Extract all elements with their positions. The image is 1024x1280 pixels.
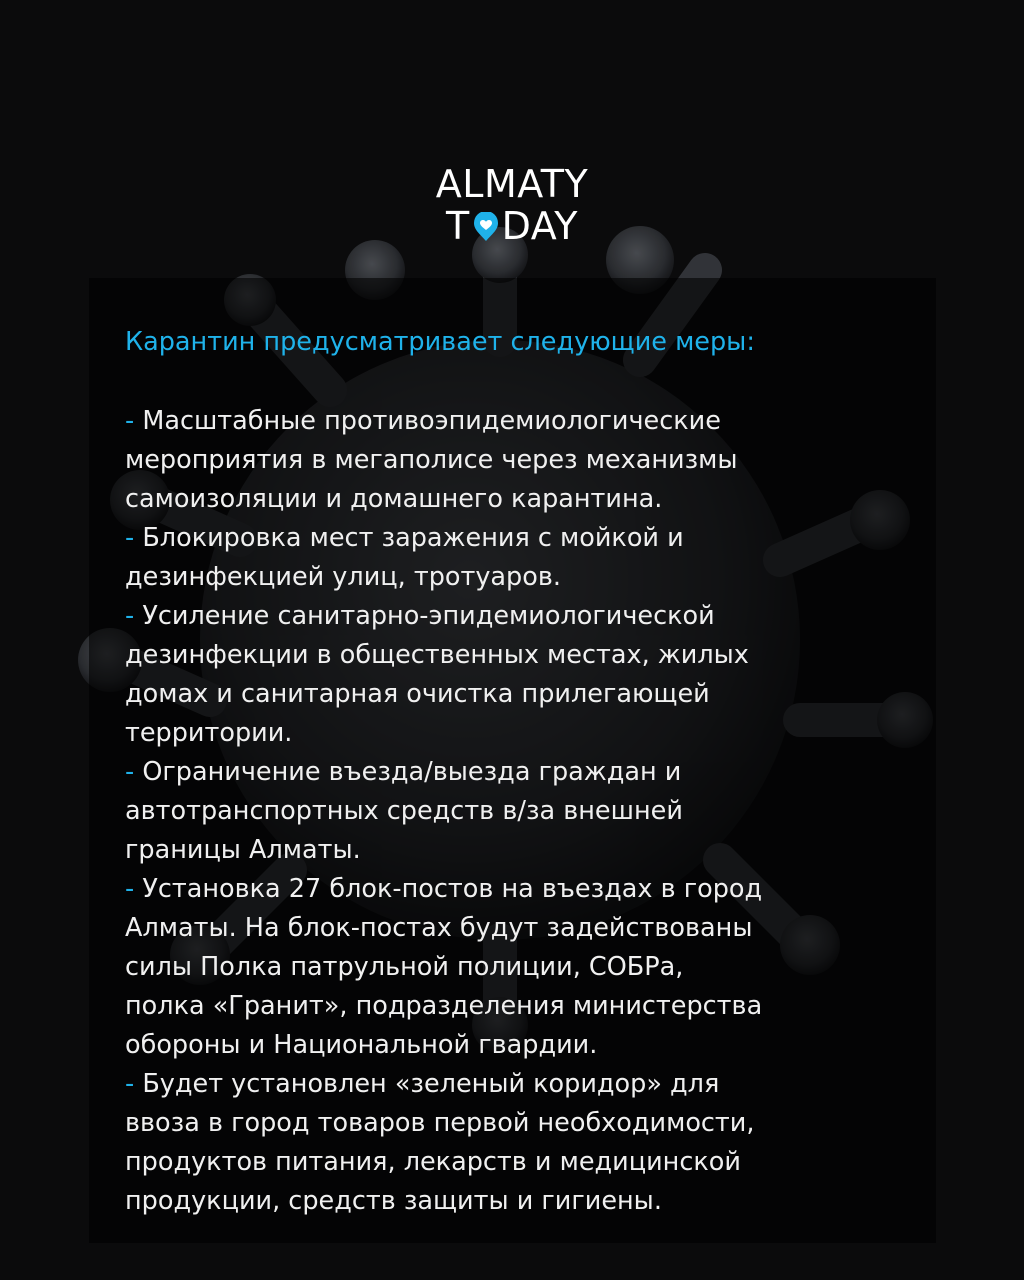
measure-line-text: продукции, средств защиты и гигиены. xyxy=(125,1186,662,1216)
bullet-dash: - xyxy=(125,757,135,787)
measure-line-text: мероприятия в мегаполисе через механизмы xyxy=(125,445,738,475)
measure-line-text: ввоза в город товаров первой необходимости, xyxy=(125,1108,755,1138)
measure-item xyxy=(125,597,925,753)
measure-line xyxy=(125,519,925,558)
measure-line-text: дезинфекции в общественных местах, жилых xyxy=(125,640,749,670)
measure-line-text: границы Алматы. xyxy=(125,835,361,865)
measure-line xyxy=(125,636,925,675)
measure-line xyxy=(125,1065,925,1104)
measure-item xyxy=(125,753,925,870)
measure-line xyxy=(125,558,925,597)
measure-line xyxy=(125,792,925,831)
measures-list xyxy=(125,402,925,1221)
logo-line-today xyxy=(0,204,1024,249)
bullet-dash: - xyxy=(125,874,135,904)
measure-line xyxy=(125,1104,925,1143)
bullet-dash: - xyxy=(125,1069,135,1099)
measure-item xyxy=(125,870,925,1065)
measure-line xyxy=(125,441,925,480)
heart-pin-icon xyxy=(471,212,501,242)
measure-line-text: Алматы. На блок-постах будут задействованы xyxy=(125,913,753,943)
measure-line xyxy=(125,1026,925,1065)
measure-line-text: самоизоляции и домашнего карантина. xyxy=(125,484,663,514)
measure-line xyxy=(125,987,925,1026)
measure-item xyxy=(125,402,925,519)
measure-line-text: домах и санитарная очистка прилегающей xyxy=(125,679,710,709)
measure-item xyxy=(125,519,925,597)
logo-letter-t: T xyxy=(445,204,470,248)
measure-line xyxy=(125,675,925,714)
measure-line xyxy=(125,597,925,636)
measure-line-text: продуктов питания, лекарств и медицинской xyxy=(125,1147,741,1177)
measure-line-text: автотранспортных средств в/за внешней xyxy=(125,796,683,826)
measure-line-text: Масштабные противоэпидемиологические xyxy=(142,406,721,436)
measure-line xyxy=(125,480,925,519)
measure-line xyxy=(125,402,925,441)
measure-line-text: обороны и Национальной гвардии. xyxy=(125,1030,598,1060)
measure-line xyxy=(125,1182,925,1221)
measure-line-text: Блокировка мест заражения с мойкой и xyxy=(142,523,684,553)
measure-line-text: Установка 27 блок-постов на въездах в город xyxy=(142,874,763,904)
measure-line xyxy=(125,753,925,792)
measure-line-text: силы Полка патрульной полиции, СОБРа, xyxy=(125,952,684,982)
measure-line xyxy=(125,1143,925,1182)
measure-line-text: Усиление санитарно-эпидемиологической xyxy=(142,601,715,631)
measure-line-text: дезинфекцией улиц, тротуаров. xyxy=(125,562,561,592)
measure-line-text: полка «Гранит», подразделения министерства xyxy=(125,991,763,1021)
logo-letters-day: DAY xyxy=(501,204,579,248)
measure-line xyxy=(125,948,925,987)
almaty-today-logo xyxy=(0,162,1024,249)
bullet-dash: - xyxy=(125,523,135,553)
measure-line xyxy=(125,909,925,948)
measure-line xyxy=(125,714,925,753)
measures-text xyxy=(125,322,925,1221)
bullet-dash: - xyxy=(125,601,135,631)
measure-line-text: Ограничение въезда/выезда граждан и xyxy=(142,757,682,787)
measure-line-text: Будет установлен «зеленый коридор» для xyxy=(142,1069,720,1099)
measure-line xyxy=(125,870,925,909)
bullet-dash: - xyxy=(125,406,135,436)
measure-line xyxy=(125,831,925,870)
measure-line-text: территории. xyxy=(125,718,293,748)
measure-item xyxy=(125,1065,925,1221)
measures-heading: Карантин предусматривает следующие меры: xyxy=(125,327,755,357)
logo-line-almaty: ALMATY xyxy=(435,162,589,206)
